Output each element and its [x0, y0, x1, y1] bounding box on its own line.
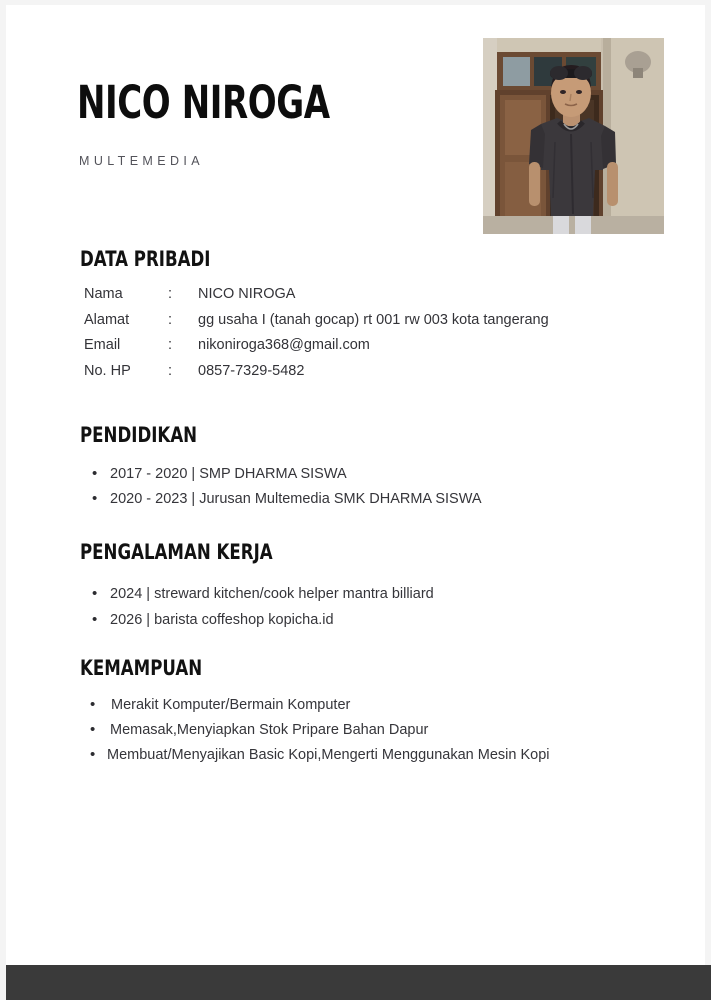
field-label-alamat: Alamat [84, 311, 130, 328]
section-title-pendidikan: PENDIDIKAN [80, 423, 198, 447]
table-row [84, 337, 644, 363]
field-label-no-hp: No. HP [84, 362, 131, 379]
field-value-nama: NICO NIROGA [198, 286, 296, 302]
section-title-kemampuan: KEMAMPUAN [80, 656, 203, 680]
field-value-alamat: gg usaha I (tanah gocap) rt 001 rw 003 kota tangerang [198, 311, 549, 328]
field-separator: : [168, 362, 173, 379]
field-separator: : [168, 311, 173, 328]
list-item: • 2020 - 2023 | Jurusan Multemedia SMK DHARMA SISWA [90, 487, 482, 512]
list-item: • Membuat/Menyajikan Basic Kopi,Mengerti Menggunakan Mesin Kopi [88, 743, 549, 768]
page-title: NICO NIROGA [77, 76, 330, 129]
list-item: • 2017 - 2020 | SMP DHARMA SISWA [90, 462, 482, 487]
field-label-nama: Nama [84, 286, 123, 302]
cv-header [6, 5, 705, 230]
bottom-toolbar-bar [6, 965, 711, 1000]
list-item: • 2024 | streward kitchen/cook helper mantra billiard [90, 582, 434, 608]
profile-photo-image [483, 38, 664, 234]
header-subtitle: MULTEMEDIA [79, 154, 205, 168]
education-list [90, 462, 482, 512]
work-experience-list [90, 582, 434, 633]
section-title-data-pribadi: DATA PRIBADI [80, 247, 211, 271]
field-separator: : [168, 286, 173, 302]
table-row [84, 363, 644, 389]
personal-data-table [84, 286, 644, 388]
section-title-pengalaman-kerja: PENGALAMAN KERJA [80, 540, 273, 564]
field-value-email: nikoniroga368@gmail.com [198, 337, 370, 353]
skills-list [88, 693, 549, 768]
cv-page [6, 5, 705, 965]
table-row [84, 286, 644, 312]
profile-photo [483, 38, 664, 234]
field-label-email: Email [84, 337, 121, 353]
field-value-no-hp: 0857-7329-5482 [198, 362, 305, 379]
list-item: • Memasak,Menyiapkan Stok Pripare Bahan Dapur [88, 718, 549, 743]
list-item: • 2026 | barista coffeshop kopicha.id [90, 608, 434, 634]
table-row [84, 312, 644, 338]
list-item: • Merakit Komputer/Bermain Komputer [88, 693, 549, 718]
field-separator: : [168, 337, 173, 353]
